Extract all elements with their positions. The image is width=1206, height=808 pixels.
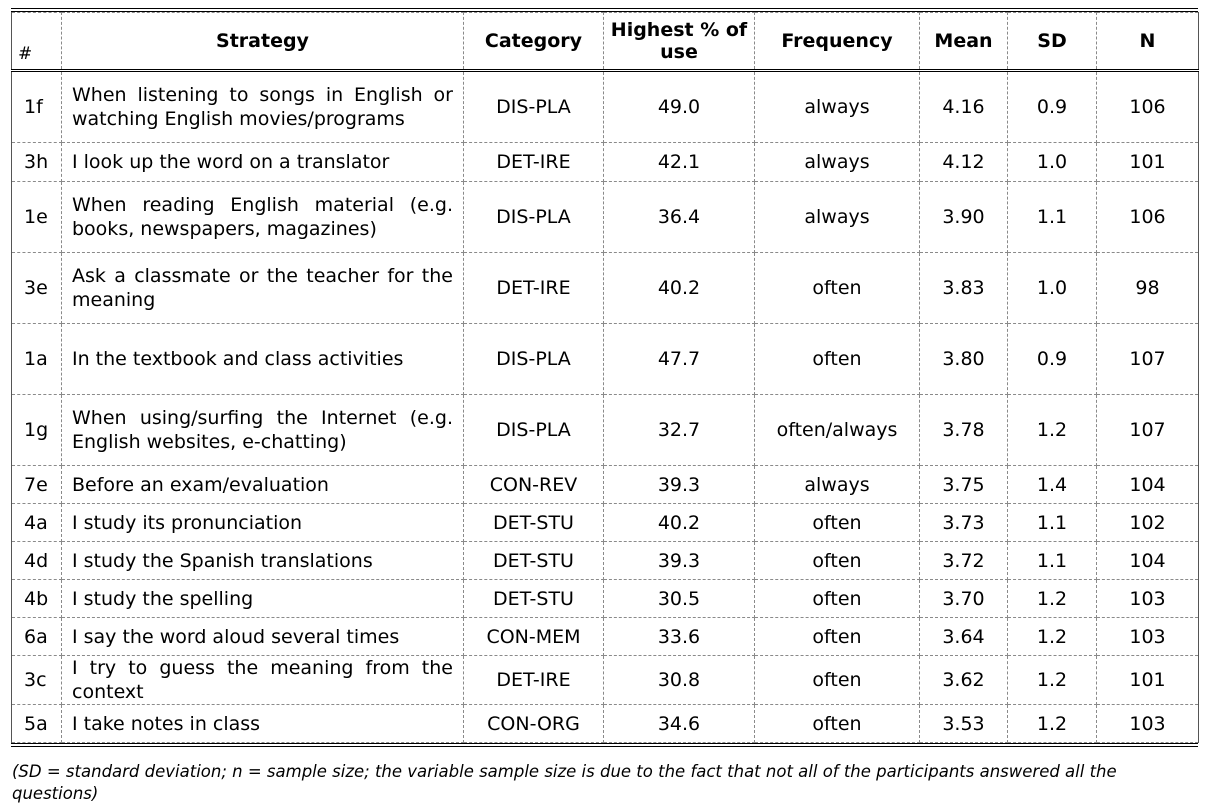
cell-frequency: often (755, 324, 920, 395)
table-row (12, 542, 1199, 580)
table-bottom-rule (11, 743, 1198, 747)
cell-mean: 3.70 (920, 580, 1008, 618)
cell-highest-use: 40.2 (604, 253, 755, 324)
cell-highest-use: 42.1 (604, 143, 755, 182)
cell-strategy: I say the word aloud several times (62, 618, 464, 656)
cell-mean: 3.64 (920, 618, 1008, 656)
table-row (12, 656, 1199, 705)
cell-sd: 1.1 (1008, 504, 1097, 542)
cell-sd: 1.4 (1008, 466, 1097, 504)
cell-sd: 1.2 (1008, 618, 1097, 656)
cell-mean: 3.83 (920, 253, 1008, 324)
cell-frequency: often (755, 656, 920, 705)
cell-strategy: When using/surfing the Internet (e.g. English websites, e-chatting) (62, 395, 464, 466)
table-footnote: (SD = standard deviation; n = sample size; the variable sample size is due to the fact that not all of the participants answered all the questions) (12, 762, 1117, 803)
cell-mean: 3.62 (920, 656, 1008, 705)
table-row (12, 580, 1199, 618)
cell-n: 104 (1097, 466, 1199, 504)
cell-n: 103 (1097, 580, 1199, 618)
cell-n: 106 (1097, 71, 1199, 143)
cell-category: DIS-PLA (464, 71, 604, 143)
cell-mean: 3.78 (920, 395, 1008, 466)
cell-sd: 1.0 (1008, 143, 1097, 182)
cell-id: 5a (12, 705, 62, 743)
cell-strategy: I take notes in class (62, 705, 464, 743)
cell-frequency: always (755, 143, 920, 182)
cell-frequency: often (755, 580, 920, 618)
cell-frequency: often (755, 618, 920, 656)
cell-highest-use: 30.5 (604, 580, 755, 618)
cell-id: 4d (12, 542, 62, 580)
cell-sd: 0.9 (1008, 324, 1097, 395)
cell-sd: 1.2 (1008, 395, 1097, 466)
cell-id: 3e (12, 253, 62, 324)
cell-id: 4a (12, 504, 62, 542)
cell-highest-use: 36.4 (604, 182, 755, 253)
header-category: Category (464, 13, 604, 71)
cell-id: 4b (12, 580, 62, 618)
cell-highest-use: 39.3 (604, 542, 755, 580)
cell-highest-use: 39.3 (604, 466, 755, 504)
cell-category: DET-STU (464, 542, 604, 580)
table-row (12, 705, 1199, 743)
cell-highest-use: 33.6 (604, 618, 755, 656)
cell-mean: 3.73 (920, 504, 1008, 542)
cell-mean: 4.16 (920, 71, 1008, 143)
cell-n: 103 (1097, 705, 1199, 743)
cell-mean: 4.12 (920, 143, 1008, 182)
header-frequency: Frequency (755, 13, 920, 71)
cell-mean: 3.72 (920, 542, 1008, 580)
cell-strategy: In the textbook and class activities (62, 324, 464, 395)
cell-strategy: I study its pronunciation (62, 504, 464, 542)
cell-category: DIS-PLA (464, 324, 604, 395)
cell-strategy: Before an exam/evaluation (62, 466, 464, 504)
cell-mean: 3.80 (920, 324, 1008, 395)
table-row (12, 143, 1199, 182)
cell-id: 1f (12, 71, 62, 143)
cell-id: 1a (12, 324, 62, 395)
table-row (12, 504, 1199, 542)
cell-frequency: often (755, 542, 920, 580)
cell-frequency: always (755, 71, 920, 143)
table-row (12, 618, 1199, 656)
cell-strategy: I look up the word on a translator (62, 143, 464, 182)
table-row (12, 395, 1199, 466)
cell-n: 103 (1097, 618, 1199, 656)
cell-id: 6a (12, 618, 62, 656)
cell-highest-use: 30.8 (604, 656, 755, 705)
cell-category: DIS-PLA (464, 182, 604, 253)
cell-strategy: When listening to songs in English or watching English movies/programs (62, 71, 464, 143)
cell-frequency: always (755, 466, 920, 504)
cell-frequency: often (755, 253, 920, 324)
cell-n: 107 (1097, 395, 1199, 466)
cell-n: 104 (1097, 542, 1199, 580)
cell-category: DET-IRE (464, 656, 604, 705)
cell-strategy: When reading English material (e.g. books, newspapers, magazines) (62, 182, 464, 253)
cell-mean: 3.90 (920, 182, 1008, 253)
cell-sd: 0.9 (1008, 71, 1097, 143)
table-row (12, 182, 1199, 253)
cell-frequency: always (755, 182, 920, 253)
cell-sd: 1.0 (1008, 253, 1097, 324)
cell-id: 3h (12, 143, 62, 182)
header-strategy: Strategy (62, 13, 464, 71)
cell-id: 1g (12, 395, 62, 466)
cell-category: CON-MEM (464, 618, 604, 656)
cell-n: 101 (1097, 656, 1199, 705)
strategy-table (11, 12, 1199, 743)
table-row (12, 71, 1199, 143)
cell-id: 7e (12, 466, 62, 504)
cell-highest-use: 34.6 (604, 705, 755, 743)
cell-sd: 1.1 (1008, 542, 1097, 580)
cell-sd: 1.1 (1008, 182, 1097, 253)
cell-frequency: often (755, 504, 920, 542)
table-header-row (12, 13, 1199, 71)
cell-frequency: often/always (755, 395, 920, 466)
cell-sd: 1.2 (1008, 705, 1097, 743)
cell-highest-use: 47.7 (604, 324, 755, 395)
cell-sd: 1.2 (1008, 656, 1097, 705)
header-highest-use: Highest % of use (604, 13, 755, 71)
cell-category: CON-ORG (464, 705, 604, 743)
cell-sd: 1.2 (1008, 580, 1097, 618)
cell-highest-use: 40.2 (604, 504, 755, 542)
cell-highest-use: 32.7 (604, 395, 755, 466)
header-number: # (12, 13, 62, 71)
header-sd: SD (1008, 13, 1097, 71)
cell-category: DET-STU (464, 580, 604, 618)
cell-category: CON-REV (464, 466, 604, 504)
cell-n: 102 (1097, 504, 1199, 542)
cell-category: DIS-PLA (464, 395, 604, 466)
cell-category: DET-STU (464, 504, 604, 542)
table-row (12, 253, 1199, 324)
cell-highest-use: 49.0 (604, 71, 755, 143)
header-n: N (1097, 13, 1199, 71)
cell-n: 107 (1097, 324, 1199, 395)
strategy-table-container (11, 8, 1198, 747)
cell-n: 98 (1097, 253, 1199, 324)
table-row (12, 324, 1199, 395)
cell-strategy: I study the spelling (62, 580, 464, 618)
cell-id: 3c (12, 656, 62, 705)
cell-mean: 3.53 (920, 705, 1008, 743)
cell-category: DET-IRE (464, 253, 604, 324)
cell-strategy: Ask a classmate or the teacher for the meaning (62, 253, 464, 324)
cell-mean: 3.75 (920, 466, 1008, 504)
header-mean: Mean (920, 13, 1008, 71)
cell-strategy: I try to guess the meaning from the context (62, 656, 464, 705)
cell-strategy: I study the Spanish translations (62, 542, 464, 580)
cell-n: 106 (1097, 182, 1199, 253)
cell-frequency: often (755, 705, 920, 743)
cell-category: DET-IRE (464, 143, 604, 182)
table-row (12, 466, 1199, 504)
cell-id: 1e (12, 182, 62, 253)
cell-n: 101 (1097, 143, 1199, 182)
